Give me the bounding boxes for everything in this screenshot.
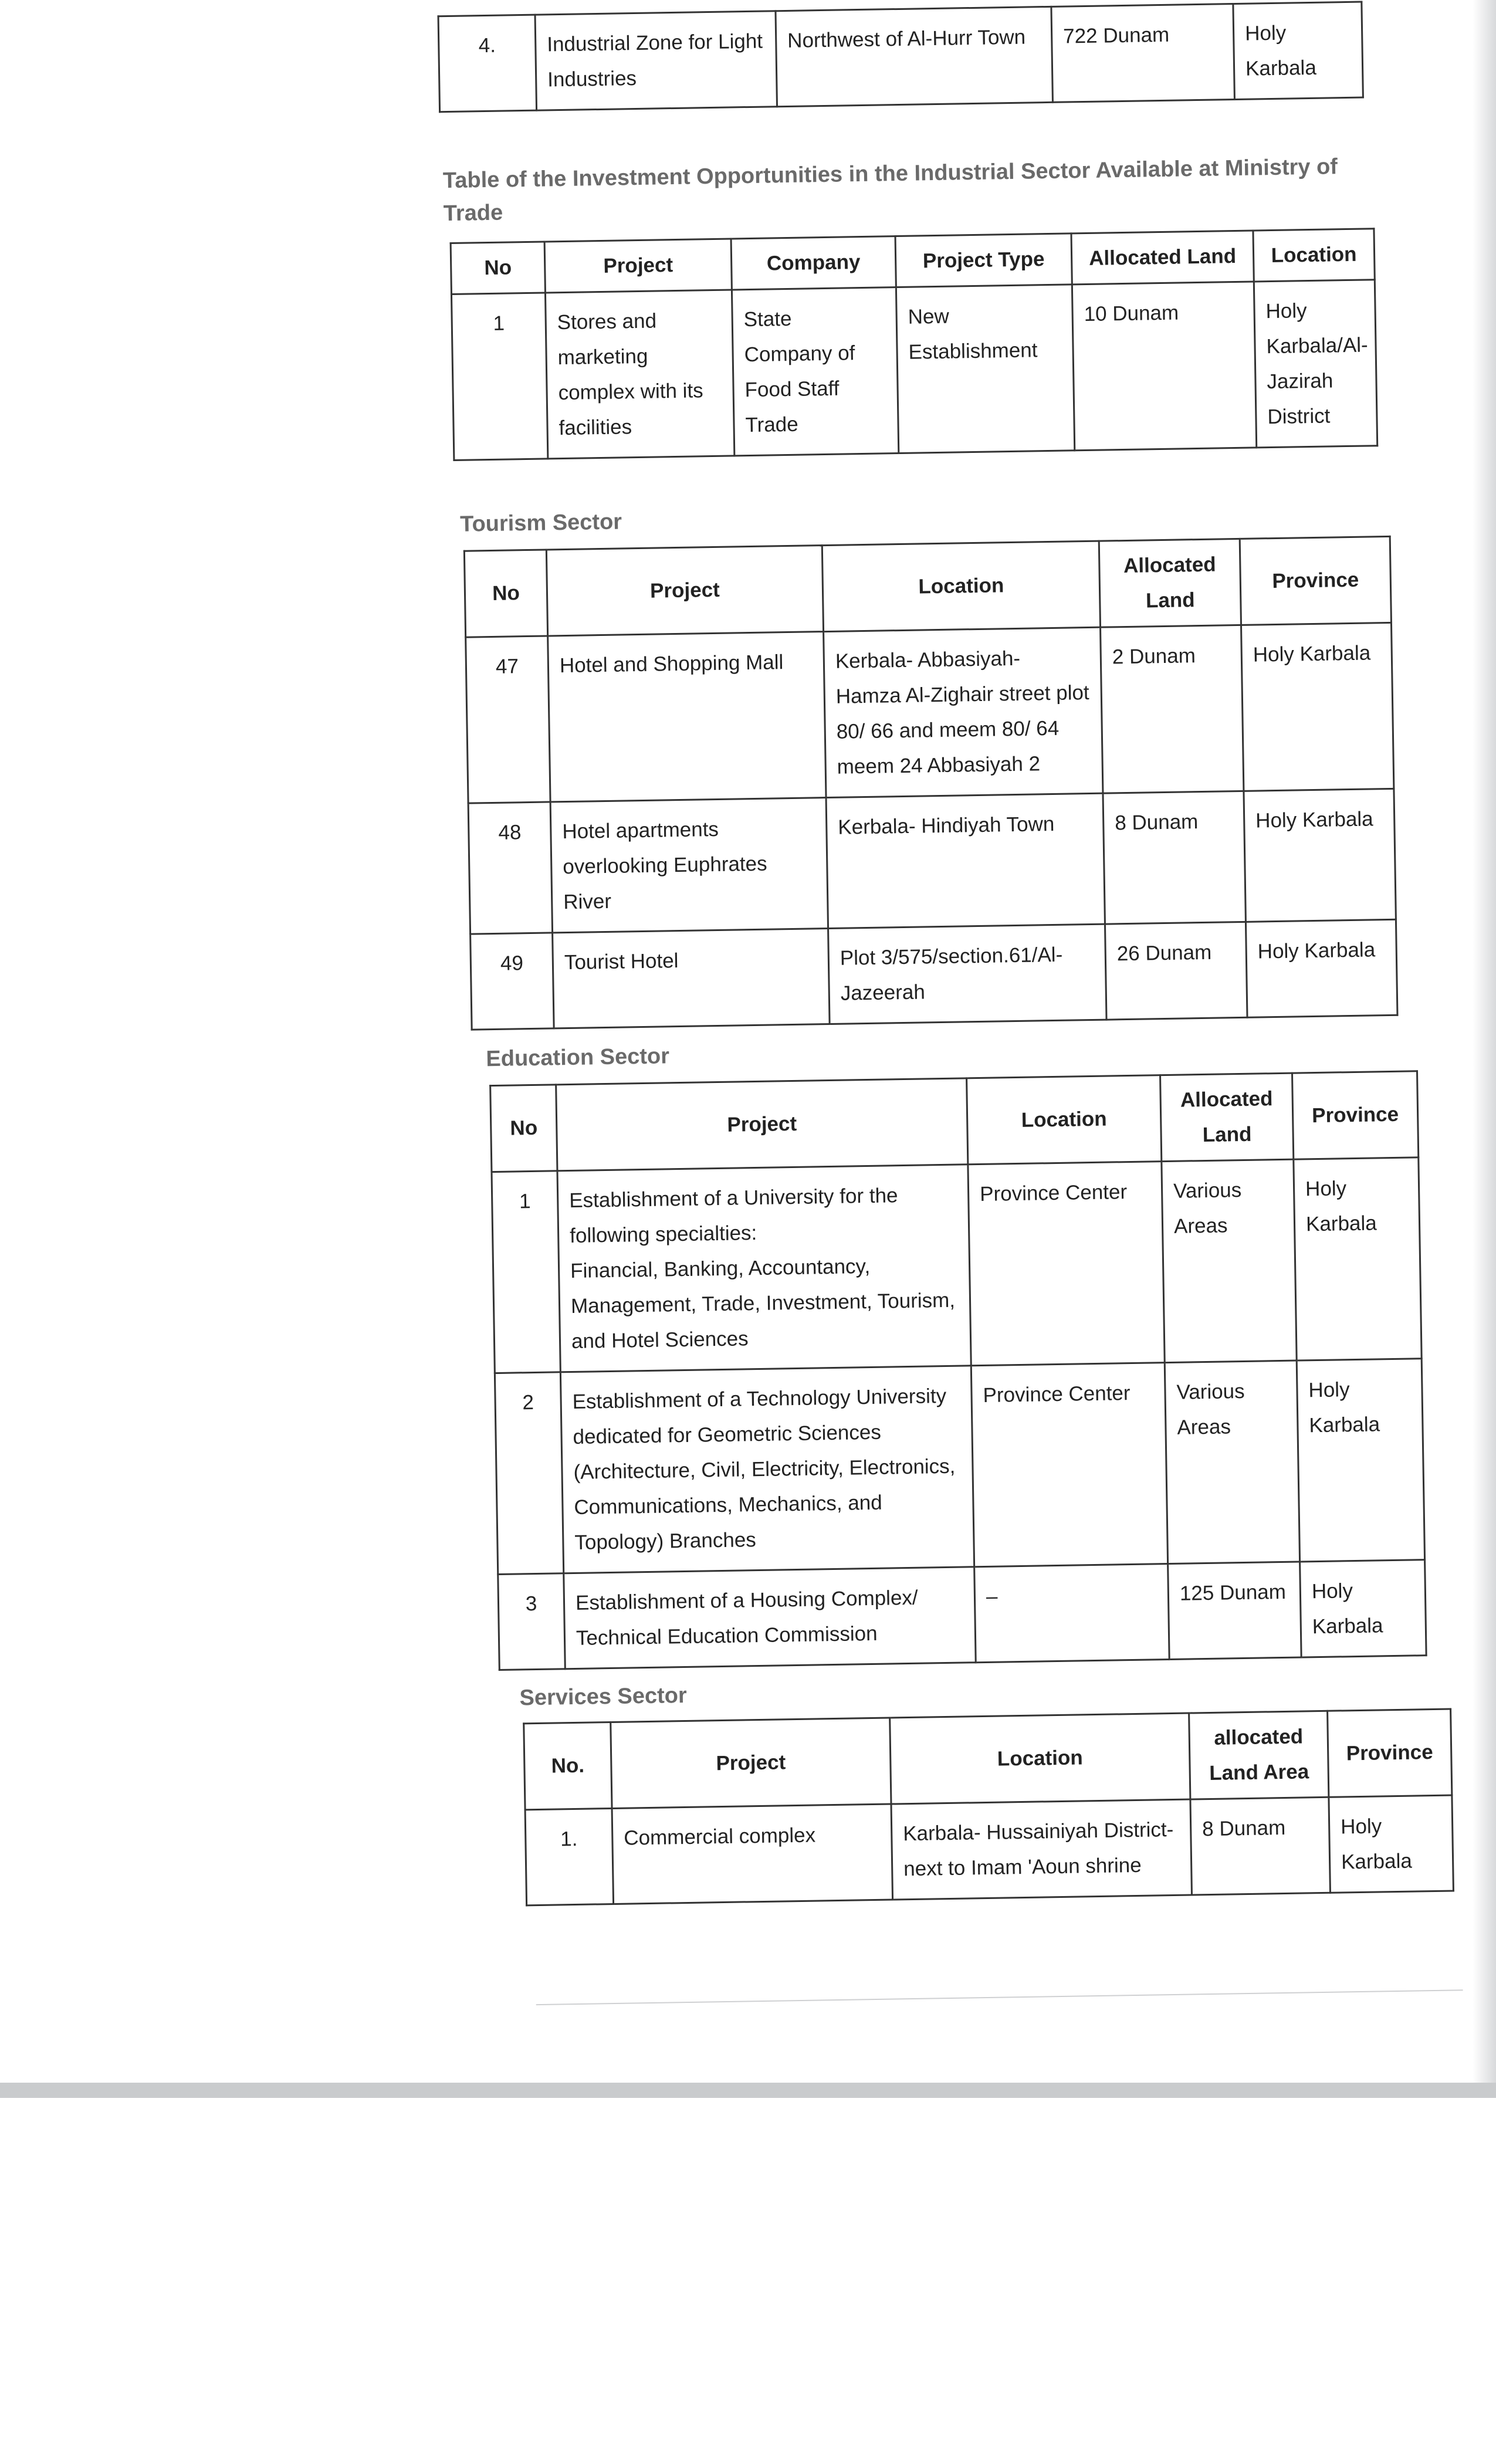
province-cell: Holy Karbala <box>1297 1359 1424 1562</box>
location-cell: Holy Karbala/Al-Jazirah District <box>1254 280 1377 448</box>
education-section-heading: Education Sector <box>486 1044 670 1072</box>
header-allocated-land: Allocated Land <box>1160 1073 1294 1162</box>
row-number: 1 <box>451 293 547 460</box>
row-number: 1. <box>525 1808 614 1905</box>
header-province: Province <box>1328 1709 1452 1797</box>
project-cell <box>557 1165 971 1372</box>
row-number: 1 <box>492 1171 560 1373</box>
education-table <box>489 1070 1427 1671</box>
table-row <box>471 919 1397 1030</box>
project-cell: Commercial complex <box>612 1804 893 1904</box>
land-cell: 10 Dunam <box>1072 282 1256 451</box>
header-no: No. <box>524 1722 612 1810</box>
row-number: 48 <box>468 802 552 934</box>
land-cell: 26 Dunam <box>1105 922 1247 1020</box>
land-cell: Various Areas <box>1162 1159 1297 1362</box>
header-location: Location <box>1253 229 1375 282</box>
header-allocated-land: allocated Land Area <box>1189 1711 1329 1799</box>
tourism-section-heading: Tourism Sector <box>459 509 622 537</box>
location-cell: Province Center <box>968 1162 1165 1366</box>
land-cell: 125 Dunam <box>1168 1562 1302 1660</box>
project-title: Establishment of a University for the following specialties: <box>568 1184 898 1248</box>
location-cell: Northwest of Al-Hurr Town <box>776 6 1053 106</box>
land-cell: 8 Dunam <box>1190 1797 1331 1895</box>
land-cell: Various Areas <box>1165 1360 1299 1563</box>
location-cell: Province Center <box>971 1363 1167 1567</box>
header-project: Project <box>611 1718 891 1808</box>
province-cell: Holy Karbala <box>1245 919 1397 1017</box>
header-no: No <box>451 242 545 295</box>
land-cell: 8 Dunam <box>1103 791 1245 924</box>
company-cell: State Company of Food Staff Trade <box>732 287 898 456</box>
location-cell: Karbala- Hussainiyah District- next to Imam 'Aoun shrine <box>891 1799 1192 1900</box>
location-cell: Kerbala- Hindiyah Town <box>826 793 1105 928</box>
header-no: No <box>464 550 547 637</box>
row-number: 3 <box>498 1573 566 1670</box>
header-allocated-land: Allocated Land <box>1099 539 1241 627</box>
row-number: 47 <box>466 636 550 803</box>
project-cell: Hotel and Shopping Mall <box>548 632 826 802</box>
project-cell: Industrial Zone for Light Industries <box>535 11 777 110</box>
project-cell: Hotel apartments overlooking Euphrates River <box>550 798 828 933</box>
header-location: Location <box>822 541 1100 631</box>
header-no: No <box>490 1085 557 1172</box>
project-cell: Establishment of a Technology University dedicated for Geometric Sciences (Architecture, Civil, Electricity, Electronics, Communications, Mechanics, and Topology) Branches <box>560 1366 974 1573</box>
table-row <box>495 1359 1424 1575</box>
province-cell: Holy Karbala <box>1300 1560 1427 1657</box>
trade-table <box>450 228 1379 461</box>
table-row <box>451 280 1377 461</box>
province-cell: Holy Karbala <box>1329 1795 1454 1893</box>
trade-section-heading: Table of the Investment Opportunities in the Industrial Sector Available at Ministry of Trade <box>442 154 1338 226</box>
table-header-row <box>524 1709 1452 1810</box>
project-specialties: Financial, Banking, Accountancy, Management, Trade, Investment, Tourism, and Hotel Sciences <box>570 1254 956 1353</box>
project-type-cell: New Establishment <box>896 285 1074 453</box>
project-cell: Stores and marketing complex with its facilities <box>545 290 734 459</box>
row-number: 4. <box>438 15 537 112</box>
province-cell: Holy Karbala <box>1241 622 1393 791</box>
services-section-heading: Services Sector <box>519 1683 688 1711</box>
footer-rule <box>536 1989 1463 2005</box>
table-row <box>498 1560 1426 1670</box>
header-company: Company <box>731 236 896 290</box>
table-row <box>492 1157 1421 1373</box>
project-cell: Tourist Hotel <box>553 929 830 1028</box>
land-cell: 2 Dunam <box>1101 625 1244 793</box>
services-table <box>523 1708 1454 1906</box>
header-location: Location <box>967 1075 1162 1165</box>
header-location: Location <box>890 1713 1190 1804</box>
table-header-row <box>464 536 1391 637</box>
tourism-table <box>463 536 1399 1031</box>
scan-bottom-edge <box>0 2083 1496 2098</box>
header-province: Province <box>1240 536 1391 625</box>
table-header-row <box>490 1071 1419 1172</box>
industrial-zone-table <box>438 1 1364 113</box>
header-project: Project <box>544 239 732 293</box>
scan-edge-shadow <box>1473 0 1496 2089</box>
header-project: Project <box>546 546 823 636</box>
location-cell: Kerbala- Abbasiyah- Hamza Al-Zighair street plot 80/ 66 and meem 80/ 64 meem 24 Abbasiyah 2 <box>824 627 1103 797</box>
header-project: Project <box>556 1078 968 1171</box>
province-cell: Holy Karbala <box>1244 788 1396 922</box>
header-project-type: Project Type <box>895 233 1072 287</box>
row-number: 2 <box>495 1372 563 1575</box>
location-cell: Plot 3/575/section.61/Al-Jazeerah <box>828 924 1107 1024</box>
header-allocated-land: Allocated Land <box>1071 231 1254 285</box>
row-number: 49 <box>471 933 554 1030</box>
table-row <box>525 1795 1453 1905</box>
province-cell: Holy Karbala <box>1233 2 1363 99</box>
header-province: Province <box>1292 1071 1419 1159</box>
table-row <box>466 622 1394 803</box>
project-cell: Establishment of a Housing Complex/ Technical Education Commission <box>564 1567 976 1669</box>
province-cell: Holy Karbala <box>1294 1157 1421 1360</box>
table-row <box>438 2 1363 112</box>
location-cell: – <box>974 1564 1170 1663</box>
land-cell: 722 Dunam <box>1051 4 1235 102</box>
table-row <box>468 788 1396 934</box>
